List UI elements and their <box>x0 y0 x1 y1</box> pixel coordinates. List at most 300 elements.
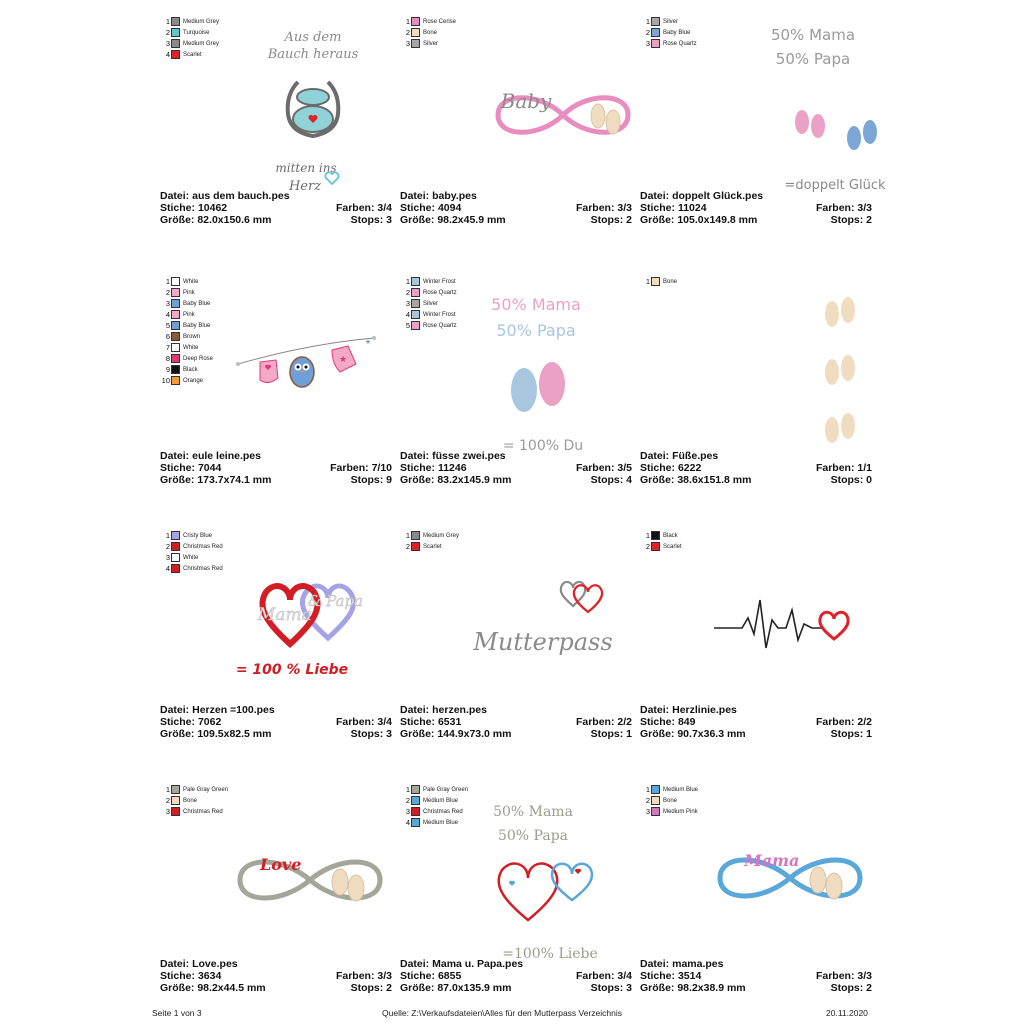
stop-count: 2 <box>626 214 632 226</box>
design-info <box>160 958 392 994</box>
design-size: 83.2x145.9 mm <box>437 474 512 486</box>
thread-number: 3 <box>165 553 170 562</box>
thread-swatch <box>171 39 180 48</box>
color-count: 3/3 <box>857 202 872 214</box>
footprint-icon <box>863 120 877 144</box>
thread-number: 4 <box>405 310 410 319</box>
stitch-count: 10462 <box>197 202 228 214</box>
thread-swatch <box>411 785 420 794</box>
thread-name: Black <box>183 366 198 373</box>
colors-label: Farben: <box>815 462 855 474</box>
file-name: Mama u. Papa.pes <box>432 958 524 970</box>
color-count: 3/4 <box>617 970 632 982</box>
thread-swatch <box>171 343 180 352</box>
art-text: =100% Liebe <box>502 946 598 962</box>
stop-count: 1 <box>626 728 632 740</box>
size-label: Größe: <box>400 214 435 226</box>
thread-number: 1 <box>405 17 410 26</box>
art-text: =doppelt Glück <box>784 178 886 193</box>
footprint-icon <box>606 110 620 134</box>
size-label: Größe: <box>160 982 195 994</box>
thread-number: 10 <box>161 376 170 385</box>
color-count: 7/10 <box>371 462 392 474</box>
design-card <box>638 782 878 1022</box>
thread-number: 5 <box>405 321 410 330</box>
embroidery-preview <box>708 782 878 960</box>
design-info <box>640 450 872 486</box>
size-label: Größe: <box>400 474 435 486</box>
stops-label: Stops: <box>830 982 864 994</box>
thread-swatch <box>411 17 420 26</box>
design-info <box>640 190 872 226</box>
thread-swatch <box>651 17 660 26</box>
design-size: 90.7x36.3 mm <box>677 728 746 740</box>
heart-icon <box>509 881 515 886</box>
file-name: aus dem bauch.pes <box>192 190 290 202</box>
heart-outline-icon <box>574 585 602 612</box>
thread-number: 1 <box>165 531 170 540</box>
thread-number: 7 <box>165 343 170 352</box>
design-info <box>640 958 872 994</box>
heartbeat-line-illustration <box>708 528 878 706</box>
file-label: Datei: <box>400 958 430 970</box>
two-feet-illustration <box>468 274 638 452</box>
thread-number: 2 <box>645 28 650 37</box>
stops-label: Stops: <box>590 214 624 226</box>
thread-name: Christmas Red <box>183 808 223 815</box>
stitch-count: 6855 <box>437 970 462 982</box>
thread-swatch <box>411 542 420 551</box>
design-size: 173.7x74.1 mm <box>197 474 272 486</box>
thread-number: 1 <box>405 277 410 286</box>
thread-name: Bone <box>663 278 678 285</box>
colors-label: Farben: <box>575 202 615 214</box>
thread-number: 3 <box>165 807 170 816</box>
footprint-icon <box>825 417 839 443</box>
thread-number: 3 <box>645 807 650 816</box>
art-text: Mutterpass <box>473 628 613 656</box>
design-card <box>398 14 638 254</box>
colors-label: Farben: <box>815 202 855 214</box>
design-card <box>398 274 638 514</box>
design-info <box>400 190 632 226</box>
thread-number: 3 <box>165 299 170 308</box>
thread-name: Winter Frost <box>423 278 456 285</box>
stops-label: Stops: <box>590 728 624 740</box>
owl-pupil <box>305 366 308 369</box>
thread-swatch <box>171 321 180 330</box>
stitch-count: 6222 <box>677 462 702 474</box>
line-end <box>372 336 376 340</box>
design-size: 87.0x135.9 mm <box>437 982 512 994</box>
thread-number: 1 <box>165 785 170 794</box>
art-text: = 100% Du <box>502 438 584 454</box>
stop-count: 3 <box>386 214 392 226</box>
colors-label: Farben: <box>335 716 375 728</box>
design-size: 98.2x45.9 mm <box>437 214 506 226</box>
thread-swatch <box>411 310 420 319</box>
color-count: 3/5 <box>617 462 632 474</box>
thread-number: 2 <box>405 28 410 37</box>
thread-name: Pink <box>183 311 195 318</box>
stitch-count: 7062 <box>197 716 222 728</box>
thread-number: 2 <box>165 796 170 805</box>
thread-name: Winter Frost <box>423 311 456 318</box>
thread-swatch <box>171 28 180 37</box>
stops-label: Stops: <box>590 474 624 486</box>
thread-number: 3 <box>405 807 410 816</box>
design-size: 38.6x151.8 mm <box>677 474 752 486</box>
thread-swatch <box>651 807 660 816</box>
stitches-label: Stiche: <box>400 202 436 214</box>
stops-label: Stops: <box>350 728 384 740</box>
stops-label: Stops: <box>830 728 864 740</box>
stitches-label: Stiche: <box>160 716 196 728</box>
stitch-count: 3514 <box>677 970 702 982</box>
owl-clothesline-illustration <box>228 274 398 452</box>
colors-label: Farben: <box>815 970 855 982</box>
color-count: 3/3 <box>617 202 632 214</box>
thread-number: 1 <box>645 17 650 26</box>
thread-name: Scarlet <box>663 543 682 550</box>
thread-name: Brown <box>183 333 201 340</box>
stop-count: 0 <box>866 474 872 486</box>
art-text: Herz <box>288 179 322 194</box>
thread-swatch <box>171 785 180 794</box>
footprint-icon <box>811 114 825 138</box>
bra-shape <box>297 89 329 105</box>
thread-number: 3 <box>405 299 410 308</box>
thread-number: 1 <box>645 277 650 286</box>
embroidery-preview <box>228 274 398 452</box>
art-text: Bauch heraus <box>267 47 359 62</box>
file-label: Datei: <box>640 450 670 462</box>
stops-label: Stops: <box>830 214 864 226</box>
thread-number: 2 <box>405 288 410 297</box>
thread-number: 2 <box>645 796 650 805</box>
thread-name: Medium Blue <box>663 786 699 793</box>
art-text: Baby <box>500 89 552 113</box>
embroidery-preview <box>468 14 638 192</box>
thread-number: 4 <box>165 50 170 59</box>
file-label: Datei: <box>400 190 430 202</box>
thread-name: Orange <box>183 377 204 384</box>
file-label: Datei: <box>640 958 670 970</box>
design-card <box>158 528 398 768</box>
thread-number: 1 <box>645 531 650 540</box>
file-name: baby.pes <box>432 190 477 202</box>
heart-outline-icon <box>499 864 558 920</box>
thread-number: 3 <box>165 39 170 48</box>
design-size: 105.0x149.8 mm <box>677 214 758 226</box>
mama-papa-hearts-illustration <box>468 782 638 960</box>
stitches-label: Stiche: <box>400 462 436 474</box>
thread-number: 6 <box>165 332 170 341</box>
thread-number: 1 <box>165 17 170 26</box>
thread-name: Medium Grey <box>183 40 220 47</box>
stitches-label: Stiche: <box>640 716 676 728</box>
size-label: Größe: <box>640 474 675 486</box>
thread-swatch <box>171 365 180 374</box>
art-text: 50% Papa <box>497 828 569 844</box>
art-text: 50% Mama <box>770 26 856 44</box>
thread-number: 3 <box>645 39 650 48</box>
file-name: herzen.pes <box>432 704 487 716</box>
art-text: Mama <box>258 605 312 625</box>
design-card <box>638 528 878 768</box>
embroidery-preview <box>228 782 398 960</box>
footprint-icon <box>332 869 348 895</box>
design-card <box>158 14 398 254</box>
thread-name: Deep Rose <box>183 355 214 362</box>
stitch-count: 3634 <box>197 970 222 982</box>
source-path: Quelle: Z:\Verkaufsdateien\Alles für den Mutterpass Verzeichnis <box>382 1008 623 1018</box>
design-card <box>638 274 878 514</box>
file-label: Datei: <box>160 704 190 716</box>
art-text: = 100 % Liebe <box>235 662 349 678</box>
star-icon: ★ <box>338 354 348 364</box>
thread-name: Silver <box>663 18 679 25</box>
thread-swatch <box>171 277 180 286</box>
stitch-count: 849 <box>677 716 696 728</box>
size-label: Größe: <box>160 214 195 226</box>
thread-swatch <box>651 277 660 286</box>
art-text: mitten ins <box>275 161 337 175</box>
color-count: 3/3 <box>857 970 872 982</box>
stop-count: 2 <box>866 214 872 226</box>
embroidery-preview <box>468 274 638 452</box>
file-label: Datei: <box>160 958 190 970</box>
footprint-icon <box>841 413 855 439</box>
embroidery-preview <box>708 528 878 706</box>
design-card <box>158 274 398 514</box>
size-label: Größe: <box>640 214 675 226</box>
thread-number: 9 <box>165 365 170 374</box>
design-size: 82.0x150.6 mm <box>197 214 272 226</box>
file-name: Füße.pes <box>672 450 719 462</box>
heart-outline-icon <box>820 612 848 639</box>
footprint-icon <box>810 867 826 893</box>
thread-swatch <box>171 17 180 26</box>
thread-name: Rose Quartz <box>423 289 457 296</box>
thread-swatch <box>651 796 660 805</box>
file-name: Herzen =100.pes <box>192 704 275 716</box>
embroidery-preview <box>468 528 638 706</box>
art-text: Aus dem <box>284 30 342 45</box>
thread-name: Bone <box>183 797 198 804</box>
size-label: Größe: <box>400 982 435 994</box>
thread-name: Bone <box>663 797 678 804</box>
stitch-count: 6531 <box>437 716 462 728</box>
design-size: 144.9x73.0 mm <box>437 728 512 740</box>
file-name: mama.pes <box>672 958 724 970</box>
stop-count: 3 <box>626 982 632 994</box>
embroidery-preview <box>468 782 638 960</box>
footprint-icon <box>348 875 364 901</box>
line-end <box>236 362 240 366</box>
stops-label: Stops: <box>350 982 384 994</box>
page-number: Seite 1 von 3 <box>152 1008 202 1018</box>
star-icon: ★ <box>364 339 372 346</box>
thread-number: 1 <box>405 785 410 794</box>
thread-swatch <box>171 531 180 540</box>
thread-name: Rose Quartz <box>423 322 457 329</box>
stops-label: Stops: <box>350 474 384 486</box>
stop-count: 2 <box>386 982 392 994</box>
colors-label: Farben: <box>335 202 375 214</box>
file-name: Herzlinie.pes <box>672 704 737 716</box>
design-card <box>398 782 638 1022</box>
color-count: 2/2 <box>617 716 632 728</box>
thread-swatch <box>651 542 660 551</box>
color-count: 1/1 <box>857 462 872 474</box>
heart-icon <box>575 869 581 874</box>
thread-name: Silver <box>423 300 439 307</box>
footprint-icon <box>825 301 839 327</box>
thread-name: Rose Quartz <box>663 40 697 47</box>
infinity-love-illustration <box>228 782 398 960</box>
thread-swatch <box>651 28 660 37</box>
thread-number: 1 <box>165 277 170 286</box>
art-text: Mama <box>744 851 800 870</box>
thread-number: 2 <box>165 542 170 551</box>
footprint-icon <box>825 359 839 385</box>
thread-swatch <box>171 332 180 341</box>
design-card <box>158 782 398 1022</box>
file-name: eule leine.pes <box>192 450 261 462</box>
size-label: Größe: <box>640 728 675 740</box>
thread-swatch <box>651 531 660 540</box>
thread-name: White <box>183 278 199 285</box>
thread-number: 2 <box>165 288 170 297</box>
thread-name: Pale Gray Green <box>423 786 469 793</box>
infinity-baby-illustration <box>468 14 638 192</box>
thread-swatch <box>411 28 420 37</box>
thread-swatch <box>171 310 180 319</box>
thread-swatch <box>171 542 180 551</box>
thread-name: Medium Grey <box>183 18 220 25</box>
color-count: 3/4 <box>377 202 392 214</box>
colors-label: Farben: <box>815 716 855 728</box>
thread-name: Rose Cerise <box>423 18 457 25</box>
design-info <box>400 704 632 740</box>
design-info <box>400 450 632 486</box>
colors-label: Farben: <box>330 462 369 474</box>
art-text: 50% Papa <box>496 321 576 340</box>
thread-swatch <box>411 39 420 48</box>
thread-number: 2 <box>405 796 410 805</box>
thread-name: White <box>183 554 199 561</box>
color-count: 3/4 <box>377 716 392 728</box>
pregnant-belly-illustration <box>228 14 398 192</box>
footprint-icon <box>795 110 809 134</box>
thread-number: 1 <box>405 531 410 540</box>
stitches-label: Stiche: <box>160 970 196 982</box>
thread-number: 5 <box>165 321 170 330</box>
thread-name: Medium Grey <box>423 532 460 539</box>
colors-label: Farben: <box>575 462 615 474</box>
footprint-icon <box>511 368 537 412</box>
embroidery-preview <box>228 14 398 192</box>
thread-number: 2 <box>165 28 170 37</box>
thread-name: Baby Blue <box>663 29 691 36</box>
footprint-icon <box>591 104 605 128</box>
file-label: Datei: <box>160 190 190 202</box>
stops-label: Stops: <box>590 982 624 994</box>
thread-name: Pink <box>183 289 195 296</box>
file-label: Datei: <box>640 190 670 202</box>
color-count: 2/2 <box>857 716 872 728</box>
colors-label: Farben: <box>575 716 615 728</box>
thread-swatch <box>411 807 420 816</box>
thread-swatch <box>171 354 180 363</box>
thread-number: 2 <box>645 542 650 551</box>
two-hearts-illustration <box>228 528 398 706</box>
thread-name: Baby Blue <box>183 300 211 307</box>
art-text: & Papa <box>308 592 364 610</box>
file-name: Love.pes <box>192 958 238 970</box>
footprints-column-illustration <box>708 274 878 452</box>
thread-name: White <box>183 344 199 351</box>
thread-name: Christmas Red <box>183 543 223 550</box>
doppelt-glueck-illustration <box>708 14 886 193</box>
stop-count: 2 <box>866 982 872 994</box>
footprint-icon <box>826 873 842 899</box>
embroidery-preview <box>228 528 398 706</box>
file-name: füsse zwei.pes <box>432 450 506 462</box>
footprint-icon <box>841 355 855 381</box>
thread-name: Baby Blue <box>183 322 211 329</box>
thread-name: Turquoise <box>183 29 210 36</box>
embroidery-preview <box>708 14 886 193</box>
thread-swatch <box>171 50 180 59</box>
file-label: Datei: <box>400 450 430 462</box>
footprint-icon <box>539 362 565 406</box>
footprint-icon <box>841 297 855 323</box>
design-card <box>638 14 886 254</box>
thread-swatch <box>171 288 180 297</box>
embroidery-preview <box>708 274 878 452</box>
stitch-count: 7044 <box>197 462 222 474</box>
thread-swatch <box>651 39 660 48</box>
design-info <box>160 704 392 740</box>
thread-name: Christmas Red <box>183 565 223 572</box>
heartbeat-line <box>714 600 822 648</box>
stop-count: 4 <box>626 474 632 486</box>
stitches-label: Stiche: <box>640 462 676 474</box>
art-text: Love <box>260 855 302 874</box>
owl-pupil <box>297 366 300 369</box>
stitches-label: Stiche: <box>400 716 436 728</box>
thread-number: 3 <box>405 39 410 48</box>
mutterpass-illustration <box>468 528 638 706</box>
design-info <box>160 450 392 486</box>
thread-name: Black <box>663 532 678 539</box>
thread-swatch <box>171 299 180 308</box>
thread-number: 8 <box>165 354 170 363</box>
thread-swatch <box>411 321 420 330</box>
bib-shape <box>260 360 278 383</box>
file-name: doppelt Glück.pes <box>672 190 764 202</box>
thread-swatch <box>411 531 420 540</box>
stitch-count: 11246 <box>437 462 467 474</box>
art-text: 50% Mama <box>491 295 581 314</box>
thread-name: Scarlet <box>423 543 442 550</box>
design-info <box>160 190 392 226</box>
stitch-count: 4094 <box>437 202 462 214</box>
stops-label: Stops: <box>350 214 384 226</box>
thread-swatch <box>171 376 180 385</box>
